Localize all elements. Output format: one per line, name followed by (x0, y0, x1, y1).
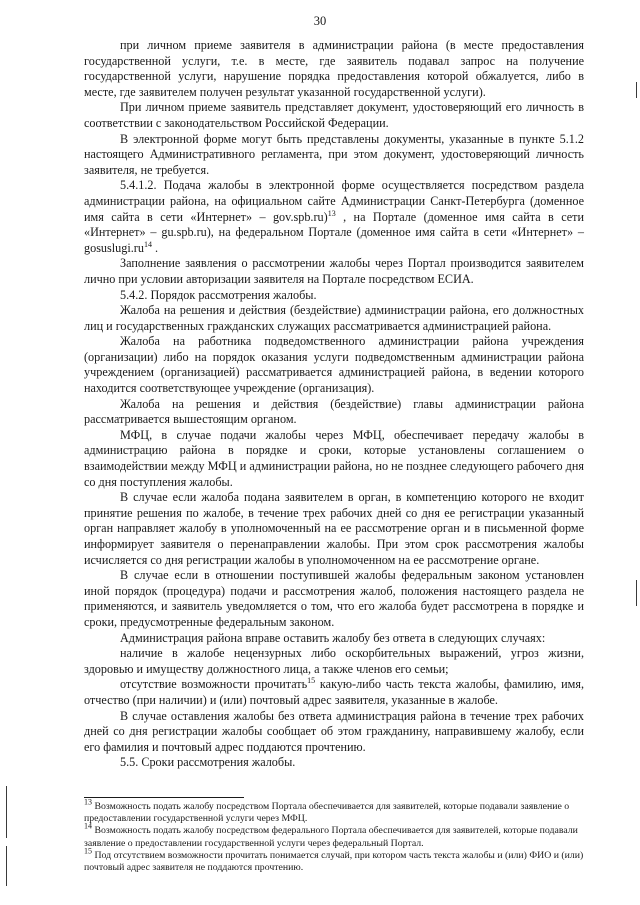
paragraph-federal-law-procedure: В случае если в отношении поступившей жалобы федеральным законом установлен иной порядок (процедура) подачи и рассмотрения жалоб, положения настоящего раздела не применяются, и заявитель уведомляется о том, что его жалоба будет рассмотрена в порядке и сроки, предусмотренные федеральным законом. (84, 568, 584, 629)
footnote-text-15: Под отсутствием возможности прочитать понимается случай, при котором часть текста жалобы и (или) ФИО и (или) почтовый адрес заявителя не поддаются прочтению. (84, 849, 584, 874)
footnote-15 (84, 846, 584, 874)
scan-edge-mark (636, 82, 637, 98)
scan-edge-mark (636, 580, 637, 606)
paragraph-personal-reception-place: при личном приеме заявителя в администрации района (в месте предоставления государственной услуги, т.е. в месте, где заявитель подавал запрос на получение государственной услуги, нарушение порядка предоставления которой обжалуется, либо в месте, где заявителем получен результат указанной государственной услуги). (84, 38, 584, 99)
paragraph-mfc-transfer: МФЦ, в случае подачи жалобы через МФЦ, обеспечивает передачу жалобы в администрацию района в порядке и сроки, которые установлены соглашением о взаимодействии между МФЦ и администрации района, но не позднее следующего рабочего дня со дня поступления жалобы. (84, 427, 584, 489)
footnote-ref-13: 13 (327, 208, 336, 218)
paragraph-electronic-submission-part-2: , на Портале (доменное имя сайта в сети «Интернет» – gu.spb.ru), на федеральном Портале (доменное имя сайта в сети «Интернет» – gosuslugi.ru (84, 209, 585, 255)
paragraph-district-complaints: Жалоба на решения и действия (бездействие) администрации района, его должностных лиц и государственных гражданских служащих рассматривается администрацией района. (84, 303, 584, 333)
paragraph-unreadable-text (84, 677, 584, 708)
paragraph-electronic-documents: В электронной форме могут быть представлены документы, указанные в пункте 5.1.2 настоящего Административного регламента, при этом документ, удостоверяющий личность заявителя, не требуется. (84, 131, 584, 177)
paragraph-notification-no-answer: В случае оставления жалобы без ответа администрация района в течение трех рабочих дней со дня регистрации жалобы сообщает об этом гражданину, направившему жалобу, если его фамилия и почтовый адрес поддаются прочтению. (84, 708, 584, 754)
paragraph-portal-authorization: Заполнение заявления о рассмотрении жалобы через Портал производится заявителем лично при условии авторизации заявителя на Портале посредством ЕСИА. (84, 256, 584, 286)
footnote-13 (84, 797, 584, 825)
footnotes (84, 797, 584, 874)
footnote-mark-14: 14 (84, 822, 92, 832)
page-number: 30 (313, 14, 327, 28)
paragraph-subordinate-institution: Жалоба на работника подведомственного администрации района учреждения (организации) либо на порядок оказания услуги подведомственным администрации района учреждением (организацией) рассматривается администрацией района, в ведении которого находится соответствующее учреждение (организация). (84, 334, 584, 396)
paragraph-redirect-complaint: В случае если жалоба подана заявителем в орган, в компетенцию которого не входит принятие решения по жалобе, в течение трех рабочих дней со дня ее регистрации указанный орган направляет жалобу в уполномоченный на ее рассмотрение орган и в письменной форме информирует заявителя о перенаправлении жалобы. При этом срок рассмотрения жалобы исчисляется со дня регистрации жалобы в уполномоченном на ее рассмотрение органе. (84, 490, 584, 567)
footnote-ref-15: 15 (307, 676, 316, 686)
paragraph-electronic-submission-part-3: . (151, 240, 159, 255)
paragraph-unreadable-text-part-1: отсутствие возможности прочитать (120, 677, 308, 692)
footnote-text-14: Возможность подать жалобу посредством федерального Портала обеспечивается для заявителей, которые подавали заявление о предоставлении государственной услуги через федеральный Портал. (84, 825, 578, 849)
footnote-mark-15: 15 (84, 846, 92, 856)
paragraph-unreadable-text-part-2: какую-либо часть текста жалобы, фамилию, имя, отчество (при наличии) и (или) почтовый адрес заявителя, указанные в жалобе. (84, 677, 584, 707)
scan-edge-mark (6, 786, 7, 838)
paragraph-head-of-administration: Жалоба на решения и действия (бездействие) главы администрации района рассматривается вышестоящим органом. (84, 396, 584, 427)
paragraph-identity-document: При личном приеме заявитель представляет документ, удостоверяющий его личность в соответствии с законодательством Российской Федерации. (84, 100, 584, 130)
paragraph-obscene-language: наличие в жалобе нецензурных либо оскорбительных выражений, угроз жизни, здоровью и имуществу должностного лица, а также членов его семьи; (84, 646, 584, 676)
footnote-mark-13: 13 (84, 797, 92, 807)
section-heading-5-5: 5.5. Сроки рассмотрения жалобы. (120, 755, 296, 770)
body-text (84, 38, 584, 771)
paragraph-electronic-submission-part-1: 5.4.1.2. Подача жалобы в электронной форме осуществляется посредством раздела администрации района, на официальном сайте Администрации Санкт-Петербурга (доменное имя сайта в сети «Интернет» – gov.spb.ru) (84, 178, 584, 224)
footnote-14 (84, 822, 584, 849)
footnote-text-13: Возможность подать жалобу посредством Портала обеспечивается для заявителей, которые подавали заявление о предоставлении государственной услуги через МФЦ. (84, 801, 570, 825)
scan-edge-mark (6, 846, 7, 886)
footnote-divider (84, 797, 244, 798)
footnote-ref-14: 14 (143, 239, 152, 249)
paragraph-electronic-submission (84, 178, 584, 256)
section-heading-5-4-2: 5.4.2. Порядок рассмотрения жалобы. (120, 287, 317, 302)
paragraph-no-answer-cases: Администрация района вправе оставить жалобу без ответа в следующих случаях: (120, 630, 546, 645)
